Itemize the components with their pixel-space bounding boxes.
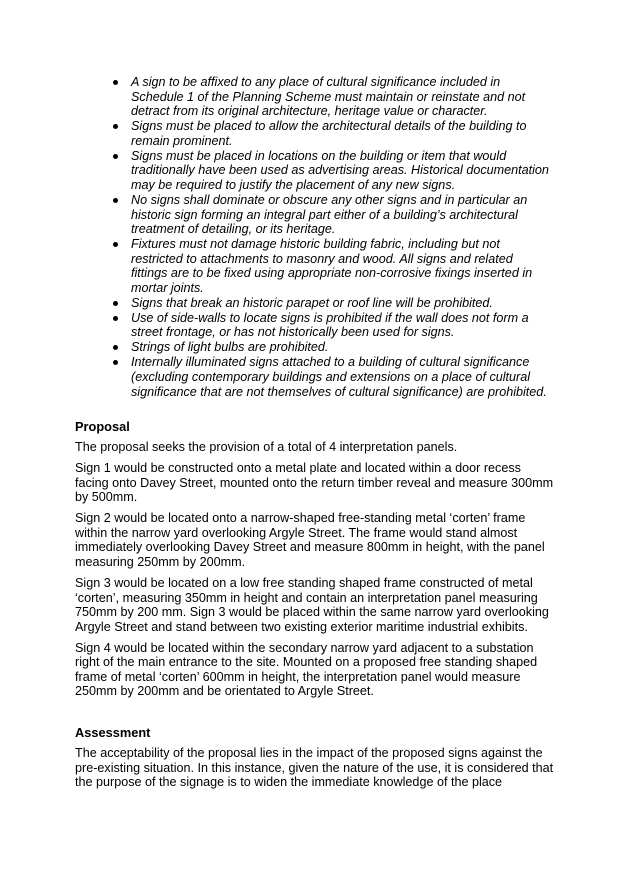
proposal-paragraph: Sign 4 would be located within the secondary narrow yard adjacent to a substation right of the main entrance to the site. Mounted on a proposed free standing shaped frame of metal ‘corten’ 600mm in height, the interpretation panel would measure 250mm by 200mm and be orientated to Argyle Street. — [75, 640, 538, 699]
list-item — [112, 355, 552, 399]
list-item — [112, 340, 552, 355]
bullet-icon — [113, 360, 118, 365]
proposal-section — [75, 419, 555, 699]
assessment-heading: Assessment — [75, 725, 151, 741]
proposal-paragraph: The proposal seeks the provision of a total of 4 interpretation panels. — [75, 440, 458, 454]
list-item-text: Internally illuminated signs attached to a building of cultural significance (excluding contemporary buildings and extensions on a place of cultural significance that are not themselves of cultural significance) are prohibited. — [131, 355, 547, 399]
bullet-icon — [113, 316, 118, 321]
proposal-heading: Proposal — [75, 419, 130, 434]
heritage-sign-requirements-list — [112, 75, 552, 400]
list-item — [112, 296, 552, 311]
list-item — [112, 193, 552, 237]
proposal-paragraph: Sign 2 would be located onto a narrow-shaped free-standing metal ‘corten’ frame within the narrow yard overlooking Argyle Street. The frame would stand almost immediately overlooking Davey Street and measure 800mm in height, with the panel measuring 250mm by 200mm. — [75, 511, 545, 569]
list-item-text: Strings of light bulbs are prohibited. — [131, 340, 329, 355]
list-item — [112, 75, 552, 119]
list-item-text: A sign to be affixed to any place of cultural significance included in Schedule 1 of the Planning Scheme must maintain or reinstate and not detract from its original architecture, heritage value or character. — [131, 75, 526, 119]
list-item-text: Signs must be placed in locations on the building or item that would traditionally have been used as advertising areas. Historical documentation may be required to justify the placement of any new signs. — [131, 148, 549, 192]
list-item-text: Use of side-walls to locate signs is prohibited if the wall does not form a street frontage, or has not historically been used for signs. — [131, 310, 529, 340]
list-item-text: No signs shall dominate or obscure any other signs and in particular an historic sign forming an integral part either of a building’s architectural treatment of detailing, or its heritage. — [131, 192, 528, 237]
assessment-section — [75, 725, 555, 790]
bullet-icon — [113, 198, 118, 203]
bullet-icon — [113, 154, 118, 159]
bullet-icon — [113, 345, 118, 350]
list-item — [112, 119, 552, 148]
list-item — [112, 311, 552, 340]
bullet-icon — [113, 242, 118, 247]
list-item — [112, 237, 552, 295]
bullet-icon — [113, 124, 118, 129]
list-item-text: Signs must be placed to allow the architectural details of the building to remain prominent. — [131, 119, 527, 148]
bullet-icon — [113, 301, 118, 306]
assessment-paragraph: The acceptability of the proposal lies in the impact of the proposed signs against the pre-existing situation. In this instance, given the nature of the use, it is considered that the purpose of the signage is to widen the immediate knowledge of the place — [75, 746, 554, 790]
bullet-icon — [113, 80, 118, 85]
list-item — [112, 149, 552, 193]
main-content — [75, 419, 555, 796]
list-item-text: Signs that break an historic parapet or roof line will be prohibited. — [131, 295, 493, 310]
proposal-paragraph: Sign 3 would be located on a low free standing shaped frame constructed of metal ‘corten’, measuring 350mm in height and contain an interpretation panel measuring 750mm by 200 mm. Sign 3 would be placed within the same narrow yard overlooking Argyle Street and stand between two existing exterior maritime industrial exhibits. — [75, 575, 549, 634]
list-item-text: Fixtures must not damage historic building fabric, including but not restricted to attachments to masonry and wood. All signs and related fittings are to be fixed using appropriate non-corrosive fixings inserted in mortar joints. — [131, 237, 533, 295]
proposal-paragraph: Sign 1 would be constructed onto a metal plate and located within a door recess facing onto Davey Street, mounted onto the return timber reveal and measure 300mm by 500mm. — [75, 460, 554, 505]
